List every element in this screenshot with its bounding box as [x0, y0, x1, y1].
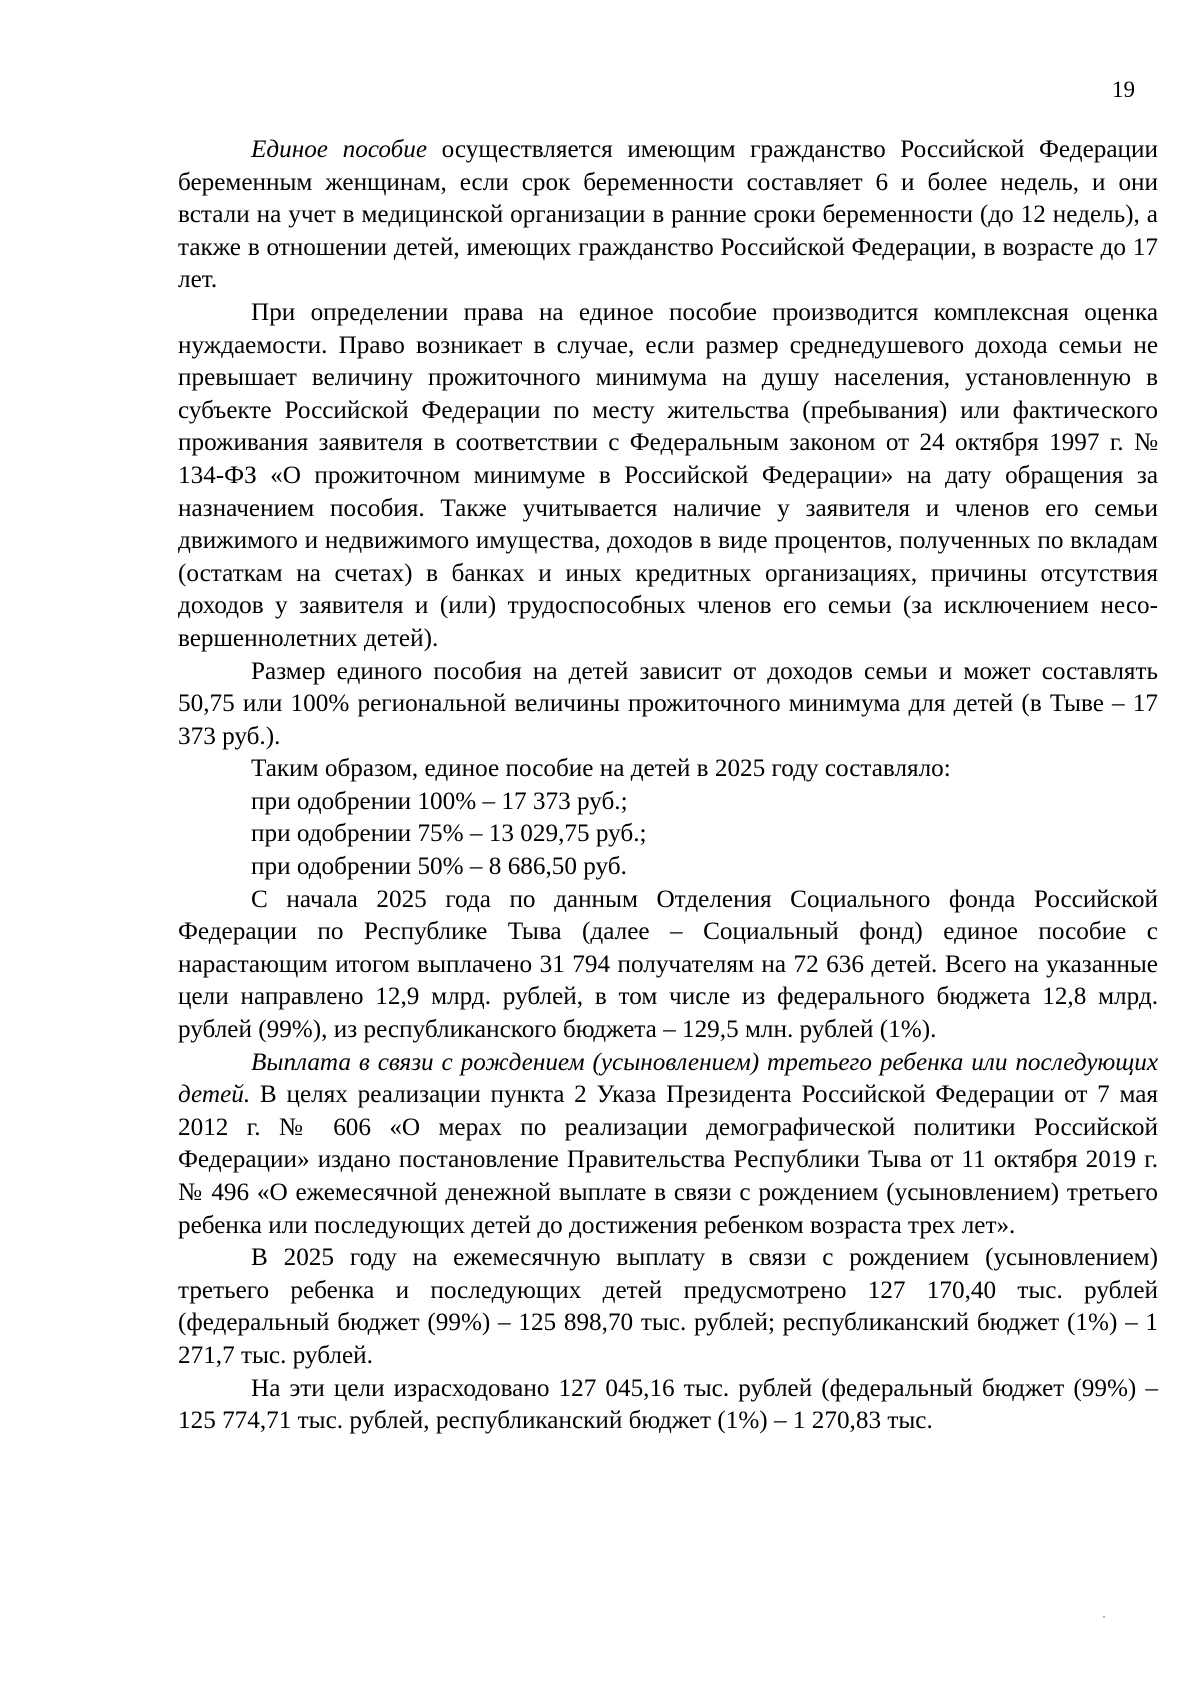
paragraph-allowance-size: Размер единого пособия на детей зависит от доходов семьи и может составлять 50,75 или 100% региональной величины прожиточного минимума для детей (в Тыве – 17 373 руб.).	[178, 657, 1158, 750]
list-item-approval-50: при одобрении 50% – 8 686,50 руб.	[251, 853, 627, 881]
paragraph-unified-allowance	[178, 134, 1158, 297]
paragraph-needs-assessment: При определении права на единое пособие производится комплексная оценка нуждаемости. Право возникает в случае, если размер среднедушевого дохода семьи не превышает величину прожиточного минимума на душу населения, установленную в субъекте Российской Федерации по месту жительства (пребывания) или фактического проживания заявителя в соответствии с Федеральным законом от 24 октября 1997 г. № 134-ФЗ «О прожиточном минимуме в Российской Федерации» на дату обращения за назначением пособия. Также учитывается наличие у заявителя и членов его семьи движимого и недвижимого имущества, доходов в виде процентов, полученных по вкладам (остаткам на счетах) в банках и иных кредитных организациях, причины отсутствия доходов у заявителя и (или) трудоспособных членов его семьи (за исключением несовершеннолетних детей).	[178, 298, 1158, 652]
paragraph-text: осуществляется имеющим гражданство Российской Федерации беременным женщинам, если срок беременности составляет 6 и более недель, и они встали на учет в медицинской организации в ранние сроки беременности (до 12 недель), а также в отношении детей, имеющих гражданство Российской Федерации, в возрасте до 17 лет.	[178, 136, 1158, 294]
list-item-approval-75: при одобрении 75% – 13 029,75 руб.;	[251, 820, 647, 848]
paragraph-lead-italic: Единое пособие	[251, 136, 428, 163]
paragraph-spent: На эти цели израсходовано 127 045,16 тыс. рублей (федеральный бюджет (99%) – 125 774,71 тыс. рублей, республиканский бюджет (1%) – 1 270,83 тыс.	[178, 1374, 1158, 1435]
paragraph-allowance-2025-intro: Таким образом, единое пособие на детей в 2025 году составляло:	[251, 755, 951, 783]
document-body	[178, 134, 1158, 1438]
page-number: 19	[1112, 77, 1135, 102]
paragraph-lead-italic: Выплата в связи с рождением (усыновлением) третьего ребенка или последующих детей.	[178, 1048, 1158, 1109]
paragraph-text: В целях реализации пункта 2 Указа Президента Российской Федерации от 7 мая 2012 г. № 606 «О мерах по реализации демографической политики Российской Федерации» издано постановление Правительства Республики Тыва от 11 октября 2019 г. № 496 «О ежемесячной денежной выплате в связи с рождением (усыновлением) третьего ребенка или последующих детей до достижения ребенком возраста трех лет».	[178, 1081, 1158, 1239]
scan-speck	[1103, 1616, 1105, 1618]
paragraph-third-child-payment	[178, 1047, 1158, 1243]
paragraph-2025-budget: В 2025 году на ежемесячную выплату в связи с рождением (усыновлением) третьего ребенка и последующих детей предусмотрено 127 170,40 тыс. рублей (федеральный бюджет (99%) – 125 898,70 тыс. рублей; республиканский бюджет (1%) – 1 271,7 тыс. рублей.	[178, 1244, 1158, 1369]
list-item-approval-100: при одобрении 100% – 17 373 руб.;	[251, 787, 628, 815]
paragraph-social-fund-payments: С начала 2025 года по данным Отделения Социального фонда Российской Федерации по Республике Тыва (далее – Социальный фонд) единое пособие с нарастающим итогом выплачено 31 794 получателям на 72 636 детей. Всего на указанные цели направлено 12,9 млрд. рублей, в том числе из федерального бюджета 12,8 млрд. рублей (99%), из республиканского бюджета – 129,5 млн. рублей (1%).	[178, 885, 1158, 1044]
